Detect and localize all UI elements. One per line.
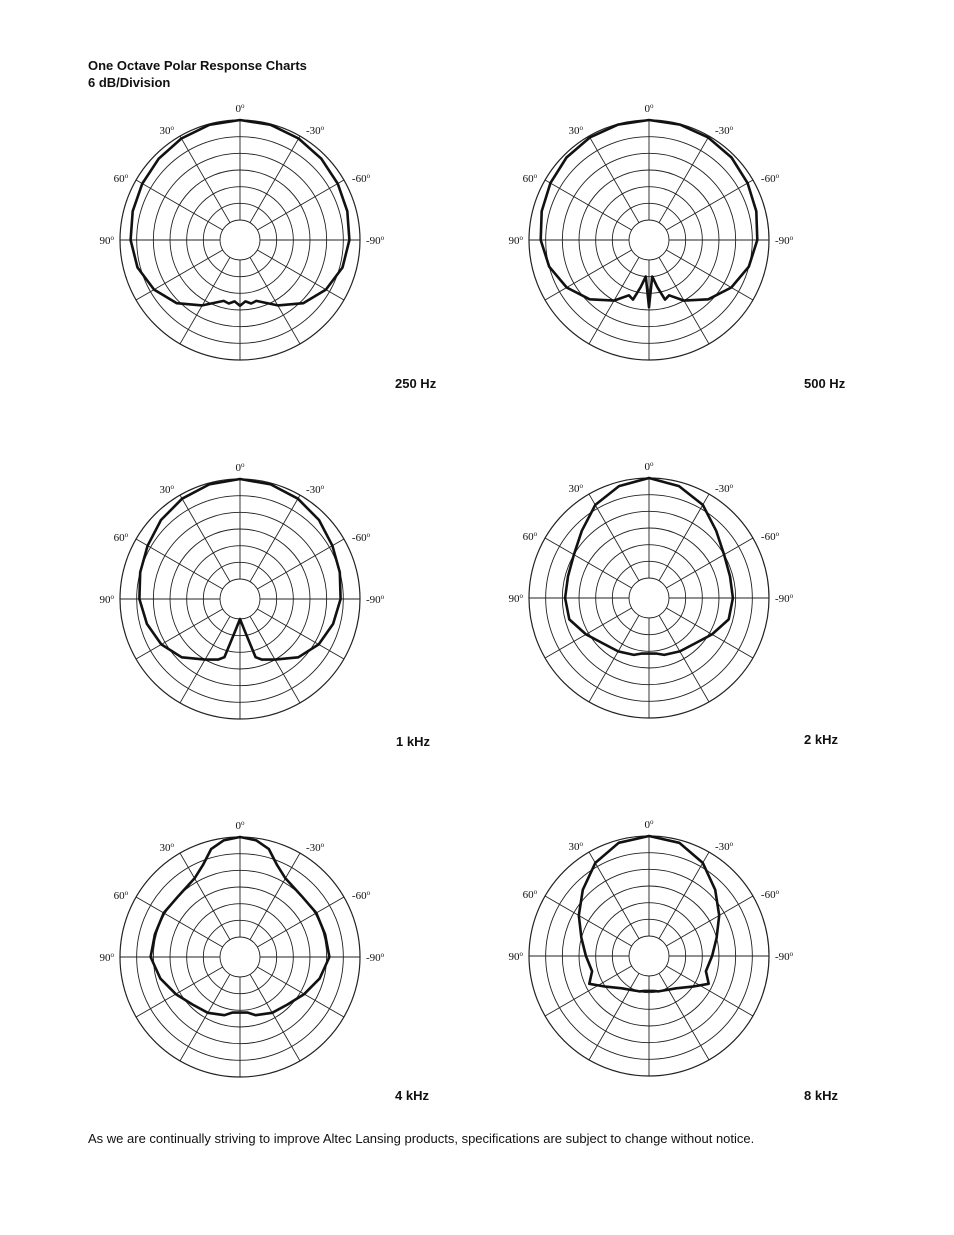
degree-symbol: o bbox=[650, 460, 654, 468]
angle-label: 60$^o$ bbox=[113, 889, 129, 902]
angle-label: -60$^o$ bbox=[351, 889, 371, 902]
angle-label: 90$^o$ bbox=[508, 592, 523, 605]
degree-symbol: o bbox=[789, 950, 794, 958]
angle-label: -90$^o$ bbox=[775, 592, 794, 605]
angle-label: 90$^o$ bbox=[99, 234, 114, 247]
angle-label: 60$^o$ bbox=[522, 530, 538, 543]
angle-label: 90$^o$ bbox=[99, 951, 114, 964]
polar-chart-1khz bbox=[60, 454, 500, 814]
polar-grid-ring bbox=[220, 220, 260, 260]
degree-symbol: o bbox=[789, 592, 794, 600]
angle-label: 60$^o$ bbox=[522, 172, 538, 185]
angle-label: 0$^o$ bbox=[235, 819, 245, 832]
degree-symbol: o bbox=[320, 841, 325, 850]
angle-label: -30$^o$ bbox=[306, 483, 325, 497]
degree-symbol: o bbox=[170, 124, 174, 133]
polar-chart-4khz bbox=[60, 812, 500, 1172]
chart-frequency-label: 250 Hz bbox=[395, 376, 437, 391]
degree-symbol: o bbox=[124, 172, 129, 180]
degree-symbol: o bbox=[380, 593, 385, 601]
angle-label: 60$^o$ bbox=[113, 172, 129, 185]
angle-label: 30$^o$ bbox=[159, 124, 174, 138]
angle-label: 90$^o$ bbox=[99, 593, 114, 606]
degree-symbol: o bbox=[124, 889, 129, 897]
chart-frequency-label: 4 kHz bbox=[395, 1088, 429, 1103]
angle-label: 90$^o$ bbox=[508, 234, 523, 247]
polar-grid-ring bbox=[629, 578, 669, 618]
chart-frequency-label: 500 Hz bbox=[804, 376, 846, 391]
degree-symbol: o bbox=[533, 172, 538, 180]
polar-chart-250hz bbox=[60, 95, 500, 455]
degree-symbol: o bbox=[533, 530, 538, 538]
angle-label: 30$^o$ bbox=[568, 482, 583, 496]
degree-symbol: o bbox=[170, 841, 174, 850]
degree-symbol: o bbox=[729, 482, 734, 491]
angle-label: 30$^o$ bbox=[568, 124, 583, 138]
angle-label: -90$^o$ bbox=[775, 234, 794, 247]
angle-label: -60$^o$ bbox=[351, 531, 371, 544]
polar-chart-500hz bbox=[469, 95, 909, 455]
degree-symbol: o bbox=[579, 840, 583, 849]
degree-symbol: o bbox=[380, 234, 385, 242]
polar-grid-ring bbox=[220, 579, 260, 619]
polar-grid-ring bbox=[629, 220, 669, 260]
degree-symbol: o bbox=[533, 888, 538, 896]
angle-label: -30$^o$ bbox=[306, 841, 325, 855]
degree-symbol: o bbox=[789, 234, 794, 242]
angle-label: -90$^o$ bbox=[366, 951, 385, 964]
angle-label: 60$^o$ bbox=[113, 531, 129, 544]
angle-label: -60$^o$ bbox=[760, 888, 780, 901]
polar-chart-2khz bbox=[469, 453, 909, 813]
degree-symbol: o bbox=[366, 889, 371, 897]
degree-symbol: o bbox=[170, 483, 174, 492]
angle-label: 30$^o$ bbox=[159, 483, 174, 497]
degree-symbol: o bbox=[110, 951, 114, 959]
degree-symbol: o bbox=[729, 124, 734, 133]
degree-symbol: o bbox=[519, 950, 523, 958]
degree-symbol: o bbox=[241, 819, 245, 827]
angle-label: -30$^o$ bbox=[715, 840, 734, 854]
chart-frequency-label: 2 kHz bbox=[804, 732, 838, 747]
degree-symbol: o bbox=[320, 483, 325, 492]
degree-symbol: o bbox=[241, 461, 245, 469]
angle-label: -30$^o$ bbox=[715, 482, 734, 496]
polar-chart-svg bbox=[469, 811, 909, 1171]
angle-label: -90$^o$ bbox=[366, 234, 385, 247]
angle-label: 90$^o$ bbox=[508, 950, 523, 963]
degree-symbol: o bbox=[775, 888, 780, 896]
degree-symbol: o bbox=[519, 234, 523, 242]
polar-chart-svg bbox=[60, 95, 500, 455]
angle-label: -30$^o$ bbox=[715, 124, 734, 138]
degree-symbol: o bbox=[241, 102, 245, 110]
angle-label: -60$^o$ bbox=[351, 172, 371, 185]
polar-grid-ring bbox=[629, 936, 669, 976]
angle-label: -90$^o$ bbox=[366, 593, 385, 606]
degree-symbol: o bbox=[110, 234, 114, 242]
degree-symbol: o bbox=[579, 124, 583, 133]
degree-symbol: o bbox=[775, 172, 780, 180]
degree-symbol: o bbox=[775, 530, 780, 538]
degree-symbol: o bbox=[519, 592, 523, 600]
page-title: One Octave Polar Response Charts bbox=[88, 58, 307, 73]
degree-symbol: o bbox=[380, 951, 385, 959]
angle-label: -30$^o$ bbox=[306, 124, 325, 138]
degree-symbol: o bbox=[650, 102, 654, 110]
polar-chart-8khz bbox=[469, 811, 909, 1171]
angle-label: 30$^o$ bbox=[568, 840, 583, 854]
angle-label: 0$^o$ bbox=[644, 102, 654, 115]
degree-symbol: o bbox=[320, 124, 325, 133]
degree-symbol: o bbox=[366, 172, 371, 180]
chart-frequency-label: 8 kHz bbox=[804, 1088, 838, 1103]
page-subtitle: 6 dB/Division bbox=[88, 75, 171, 90]
angle-label: -60$^o$ bbox=[760, 530, 780, 543]
angle-label: -60$^o$ bbox=[760, 172, 780, 185]
angle-label: 0$^o$ bbox=[644, 460, 654, 473]
angle-label: 0$^o$ bbox=[235, 461, 245, 474]
polar-grid-ring bbox=[220, 937, 260, 977]
polar-chart-svg bbox=[469, 95, 909, 455]
polar-chart-svg bbox=[60, 454, 500, 814]
degree-symbol: o bbox=[650, 818, 654, 826]
angle-label: 0$^o$ bbox=[235, 102, 245, 115]
polar-chart-svg bbox=[60, 812, 500, 1172]
angle-label: 60$^o$ bbox=[522, 888, 538, 901]
disclaimer-note: As we are continually striving to improve Altec Lansing products, specifications are subject to change without notice. bbox=[88, 1131, 755, 1146]
degree-symbol: o bbox=[110, 593, 114, 601]
degree-symbol: o bbox=[366, 531, 371, 539]
degree-symbol: o bbox=[729, 840, 734, 849]
chart-frequency-label: 1 kHz bbox=[396, 734, 430, 749]
angle-label: 30$^o$ bbox=[159, 841, 174, 855]
polar-chart-svg bbox=[469, 453, 909, 813]
degree-symbol: o bbox=[124, 531, 129, 539]
angle-label: 0$^o$ bbox=[644, 818, 654, 831]
degree-symbol: o bbox=[579, 482, 583, 491]
angle-label: -90$^o$ bbox=[775, 950, 794, 963]
page-heading bbox=[88, 57, 307, 91]
